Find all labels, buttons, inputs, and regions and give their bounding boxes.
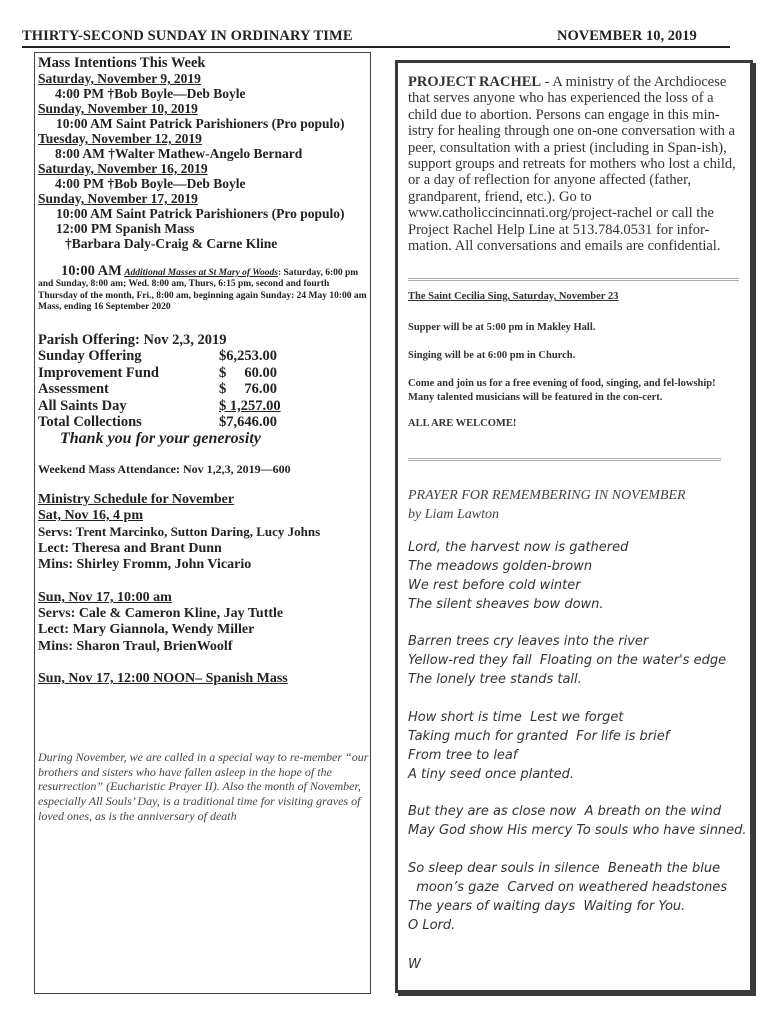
ministry-block1-lect: Lect: Theresa and Brant Dunn xyxy=(38,540,222,556)
ministry-block2-lect: Lect: Mary Giannola, Wendy Miller xyxy=(38,622,255,638)
poem-line: Barren trees cry leaves into the river xyxy=(408,634,649,649)
offering-label: Total Collections xyxy=(38,413,142,430)
divider-bottom xyxy=(408,458,721,461)
prayer xyxy=(408,486,686,524)
poem-line: The silent sheaves bow down. xyxy=(408,597,604,612)
mass-day: Sunday, November 10, 2019 xyxy=(38,101,198,116)
divider-top xyxy=(408,278,739,281)
prayer-title: PRAYER FOR REMEMBERING IN NOVEMBER xyxy=(408,488,686,503)
offering-amount: $ 60.00 xyxy=(219,364,277,381)
mass-intentions-list xyxy=(38,71,373,251)
poem-line: So sleep dear souls in silence Beneath the blue xyxy=(408,861,721,876)
poem-line: How short is time Lest we forget xyxy=(408,710,624,725)
mass-day: Saturday, November 16, 2019 xyxy=(38,161,208,176)
cecilia-sing xyxy=(408,290,743,431)
offering-row xyxy=(38,398,371,414)
mass-day: Saturday, November 9, 2019 xyxy=(38,71,201,86)
project-rachel xyxy=(408,74,743,254)
mass-intention: 10:00 AM Saint Patrick Parishioners (Pro populo) xyxy=(56,206,345,221)
mass-day: Sunday, November 17, 2019 xyxy=(38,191,198,206)
offering-amount: $ 1,257.00 xyxy=(219,397,281,414)
mass-intentions-title: Mass Intentions This Week xyxy=(38,55,206,71)
header-rule xyxy=(22,46,730,48)
ministry-block2-mins: Mins: Sharon Traul, BrienWoolf xyxy=(38,638,233,654)
ministry-block1-heading: Sat, Nov 16, 4 pm xyxy=(38,508,144,524)
poem-stanza xyxy=(408,802,747,840)
project-rachel-text: - A ministry of the Archdiocese that serves anyone who has experienced the loss of a child due to abortion. Persons can engage in this min-istry for healing through one on-one conversation with a peer, consultation with a priest (including in Span-ish), support groups and retreats for mothers who lost a child, or a day of reflection for anyone affected (father, grandparent, friend, etc.). Go to www.catholiccincinnati.org/project-rachel or call the Project Rachel Help Line at 513.784.0531 for infor-mation. All conversations and emails are confidential. xyxy=(408,74,736,255)
offering-amount: $7,646.00 xyxy=(219,413,277,430)
poem-line: We rest before cold winter xyxy=(408,578,581,593)
additional-masses xyxy=(38,263,371,314)
poem-line: The years of waiting days Waiting for You. xyxy=(408,899,686,914)
poem-line: Yellow-red they fall Floating on the water's edge xyxy=(408,653,727,668)
prayer-author: by Liam Lawton xyxy=(408,507,500,522)
mass-intentions xyxy=(38,55,373,251)
cecilia-invite: Come and join us for a free evening of food, singing, and fel-lowship! Many talented musicians will be featured in the con-cert. xyxy=(408,378,716,403)
poem-stanza xyxy=(408,538,628,614)
offering-amount: $ 76.00 xyxy=(219,381,277,398)
poem-line: May God show His mercy To souls who have sinned. xyxy=(408,823,747,838)
ministry-block2 xyxy=(38,590,371,655)
header-title: THIRTY-SECOND SUNDAY IN ORDINARY TIME xyxy=(22,28,353,44)
mass-intention: 10:00 AM Saint Patrick Parishioners (Pro populo) xyxy=(56,116,345,131)
mass-intention: †Barbara Daly-Craig & Carne Kline xyxy=(65,236,278,251)
offering-row xyxy=(38,381,371,397)
ministry-block2-servs: Servs: Cale & Cameron Kline, Jay Tuttle xyxy=(38,606,284,622)
offering-amount: $6,253.00 xyxy=(219,348,277,365)
poem-line: A tiny seed once planted. xyxy=(408,767,574,782)
mass-day: Tuesday, November 12, 2019 xyxy=(38,131,202,146)
mass-intention: 8:00 AM †Walter Mathew-Angelo Bernard xyxy=(55,146,303,161)
poem-line: W xyxy=(408,957,421,972)
poem-line: Taking much for granted For life is brief xyxy=(408,729,670,744)
cecilia-singing: Singing will be at 6:00 pm in Church. xyxy=(408,350,576,361)
mass-intention: 4:00 PM †Bob Boyle—Deb Boyle xyxy=(55,86,246,101)
cecilia-title: The Saint Cecilia Sing, Saturday, November 23 xyxy=(408,291,619,302)
offering-row xyxy=(38,348,371,364)
offering-row xyxy=(38,365,371,381)
offering-title: Parish Offering: Nov 2,3, 2019 xyxy=(38,332,227,348)
additional-masses-text: : Saturday, 6:00 pm and Sunday, 8:00 am; Wed. 8:00 am, Thurs, 6:15 pm, second and fourth Thursday of the month, Fri., 8:00 am, beginning again Sunday: 24 May 10:00 am Mass, ending 16 September 2020 xyxy=(38,268,367,313)
ministry-block1-mins: Mins: Shirley Fromm, John Vicario xyxy=(38,556,252,572)
parish-offering xyxy=(38,332,371,448)
november-note: During November, we are called in a special way to re-member “our brothers and sisters who have fallen asleep in the hope of the resurrection” (Eucharistic Prayer II). Also the month of November, especially All Souls’ Day, is a traditional time for visiting graves of loved ones, as is the anniversary of death xyxy=(38,750,369,823)
mass-intention: 4:00 PM †Bob Boyle—Deb Boyle xyxy=(55,176,246,191)
poem-stanza xyxy=(408,708,669,784)
ministry-title: Ministry Schedule for November xyxy=(38,492,235,507)
header-date: NOVEMBER 10, 2019 xyxy=(557,28,697,44)
poem-stanza xyxy=(408,632,726,689)
poem-stanza xyxy=(408,955,421,974)
ministry-block1-servs: Servs: Trent Marcinko, Sutton Daring, Lucy Johns xyxy=(38,524,321,540)
poem-line: Lord, the harvest now is gathered xyxy=(408,540,629,555)
ministry-schedule xyxy=(38,492,371,573)
offering-label: Sunday Offering xyxy=(38,348,142,365)
offering-table xyxy=(38,348,371,430)
poem-line: From tree to leaf xyxy=(408,748,518,763)
ministry-block3-heading: Sun, Nov 17, 12:00 NOON– Spanish Mass xyxy=(38,671,288,686)
mass-intention: 12:00 PM Spanish Mass xyxy=(56,221,195,236)
offering-row xyxy=(38,414,371,430)
cecilia-welcome: ALL ARE WELCOME! xyxy=(408,418,517,429)
offering-label: Assessment xyxy=(38,381,109,398)
project-rachel-title: PROJECT RACHEL xyxy=(408,74,542,90)
poem-line: O Lord. xyxy=(408,918,456,933)
poem-line: The lonely tree stands tall. xyxy=(408,672,582,687)
ministry-block2-heading: Sun, Nov 17, 10:00 am xyxy=(38,590,172,605)
additional-masses-time: 10:00 AM xyxy=(61,263,122,279)
cecilia-supper: Supper will be at 5:00 pm in Makley Hall. xyxy=(408,322,596,333)
offering-label: Improvement Fund xyxy=(38,364,159,381)
thank-you-text: Thank you for your generosity xyxy=(60,430,261,448)
attendance: Weekend Mass Attendance: Nov 1,2,3, 2019—600 xyxy=(38,462,291,476)
additional-masses-label: Additional Masses at St Mary of Woods xyxy=(124,268,278,278)
poem-line: moon’s gaze Carved on weathered headstones xyxy=(408,880,728,895)
poem-stanza xyxy=(408,859,727,935)
offering-label: All Saints Day xyxy=(38,397,127,414)
poem-line: But they are as close now A breath on the wind xyxy=(408,804,722,819)
poem-line: The meadows golden-brown xyxy=(408,559,593,574)
ministry-block3 xyxy=(38,671,371,687)
